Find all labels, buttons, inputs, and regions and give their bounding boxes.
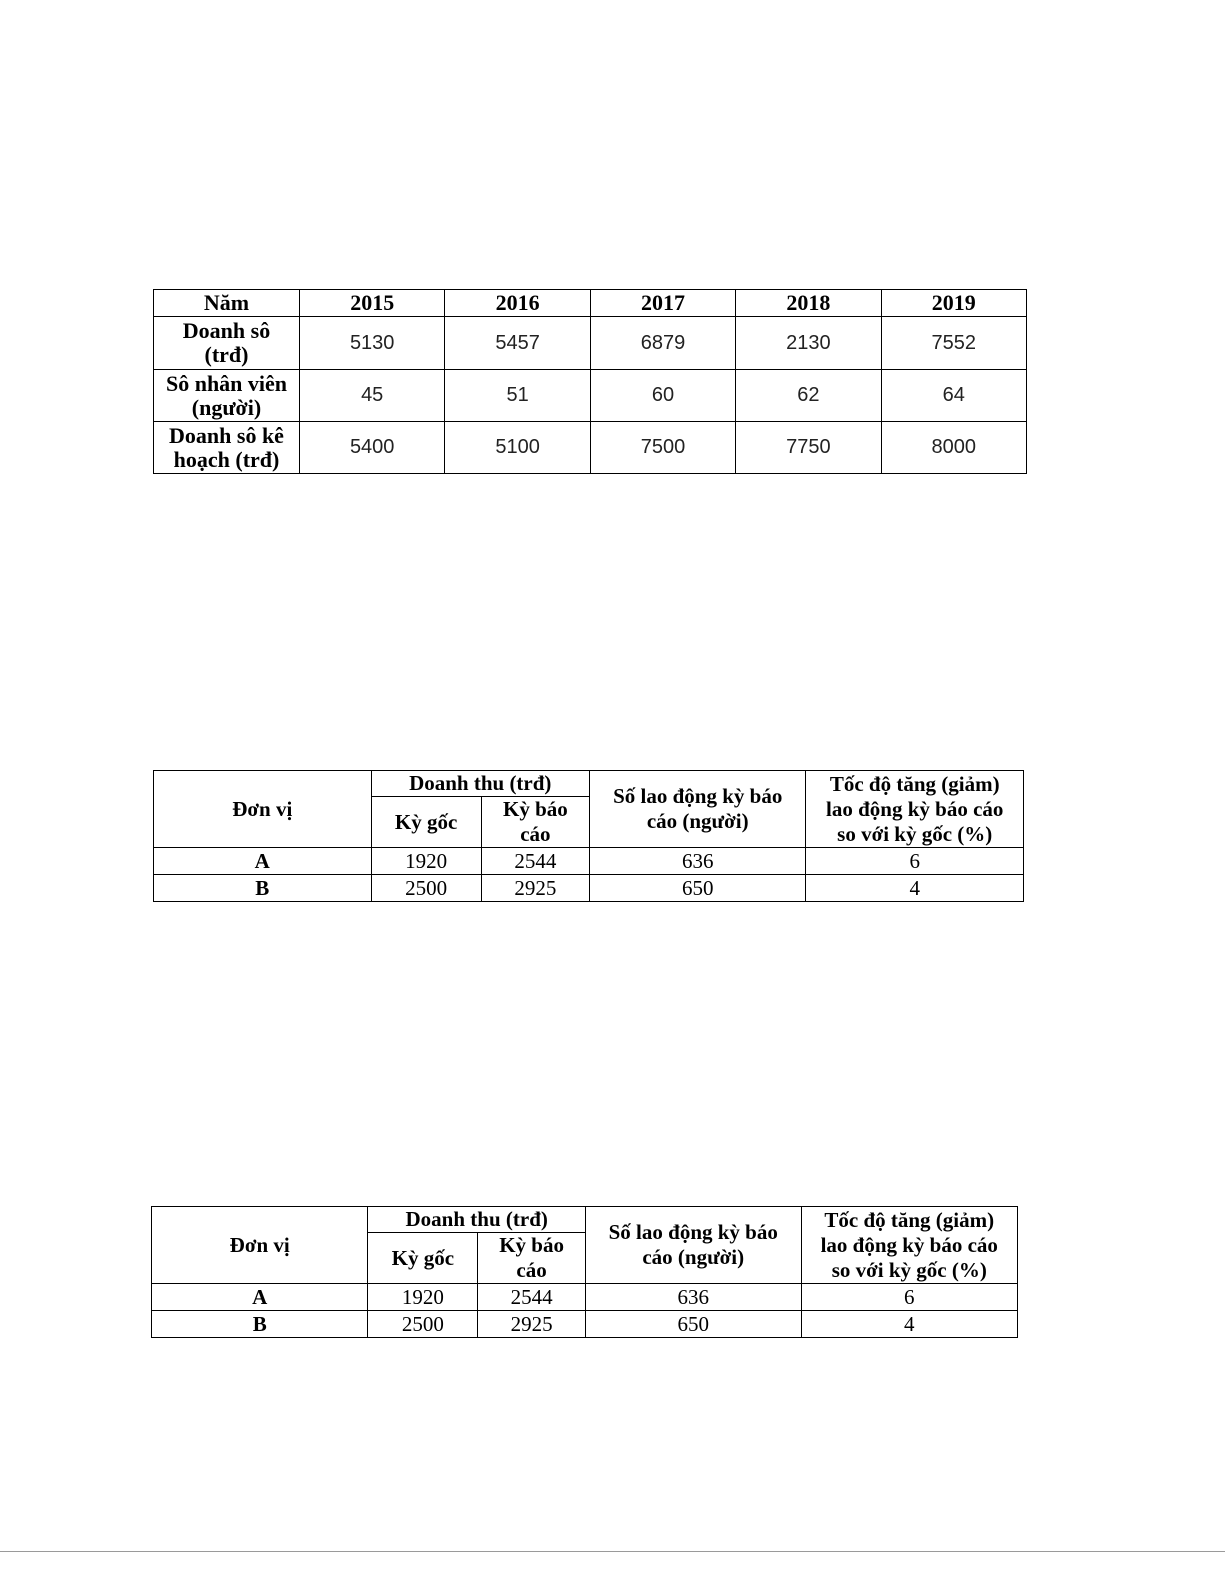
table-cell: 6 [806, 848, 1024, 875]
table-header-row [154, 290, 1027, 317]
table-cell: 4 [801, 1311, 1018, 1338]
table-cell: 2500 [371, 875, 481, 902]
table-header-row [152, 1207, 1018, 1233]
header-report-period: Kỳ báo cáo [481, 797, 589, 848]
table-row [154, 422, 1027, 474]
table-cell: 45 [300, 370, 445, 422]
table-cell: 64 [881, 370, 1026, 422]
unit-cell: B [154, 875, 372, 902]
table-cell: 51 [445, 370, 590, 422]
header-revenue: Doanh thu (trđ) [368, 1207, 586, 1233]
table-cell: 1920 [368, 1284, 478, 1311]
unit-revenue-table-repeat [151, 1206, 1018, 1338]
table-cell: 2544 [478, 1284, 586, 1311]
unit-cell: A [152, 1284, 368, 1311]
table-cell: 650 [585, 1311, 801, 1338]
table-row [154, 875, 1024, 902]
table-header-row [154, 771, 1024, 797]
table-cell: 2544 [481, 848, 589, 875]
header-2015: 2015 [300, 290, 445, 317]
unit-cell: A [154, 848, 372, 875]
table-row [154, 317, 1027, 370]
table-cell: 2925 [478, 1311, 586, 1338]
header-year: Năm [154, 290, 300, 317]
header-revenue: Doanh thu (trđ) [371, 771, 589, 797]
table-cell: 4 [806, 875, 1024, 902]
table-cell: 7552 [881, 317, 1026, 370]
table-cell: 5457 [445, 317, 590, 370]
table-cell: 6879 [590, 317, 735, 370]
header-2017: 2017 [590, 290, 735, 317]
table-row [154, 370, 1027, 422]
table-cell: 2130 [736, 317, 881, 370]
header-base-period: Kỳ gốc [371, 797, 481, 848]
table-cell: 2925 [481, 875, 589, 902]
table-cell: 5130 [300, 317, 445, 370]
table-cell: 650 [589, 875, 805, 902]
header-2016: 2016 [445, 290, 590, 317]
table-cell: 7500 [590, 422, 735, 474]
header-labor: Số lao động kỳ báo cáo (người) [585, 1207, 801, 1284]
row-label-sales: Doanh sô (trđ) [154, 317, 300, 370]
table-cell: 1920 [371, 848, 481, 875]
row-label-planned-sales: Doanh sô kê hoạch (trđ) [154, 422, 300, 474]
table-cell: 5400 [300, 422, 445, 474]
table-cell: 60 [590, 370, 735, 422]
header-labor: Số lao động kỳ báo cáo (người) [589, 771, 805, 848]
header-report-period: Kỳ báo cáo [478, 1233, 586, 1284]
table-cell: 8000 [881, 422, 1026, 474]
table-cell: 7750 [736, 422, 881, 474]
table-cell: 6 [801, 1284, 1018, 1311]
unit-revenue-table [153, 770, 1024, 902]
table-cell: 636 [585, 1284, 801, 1311]
header-base-period: Kỳ gốc [368, 1233, 478, 1284]
table-row [152, 1284, 1018, 1311]
sales-by-year-table [153, 289, 1027, 474]
header-growth-rate: Tốc độ tăng (giảm) lao động kỳ báo cáo so với kỳ gốc (%) [806, 771, 1024, 848]
table-cell: 2500 [368, 1311, 478, 1338]
header-2018: 2018 [736, 290, 881, 317]
table-cell: 62 [736, 370, 881, 422]
table-row [154, 848, 1024, 875]
page-footer-divider [0, 1551, 1225, 1552]
header-unit: Đơn vị [154, 771, 372, 848]
row-label-employees: Sô nhân viên (người) [154, 370, 300, 422]
unit-cell: B [152, 1311, 368, 1338]
table-row [152, 1311, 1018, 1338]
header-2019: 2019 [881, 290, 1026, 317]
header-unit: Đơn vị [152, 1207, 368, 1284]
table-cell: 636 [589, 848, 805, 875]
table-cell: 5100 [445, 422, 590, 474]
header-growth-rate: Tốc độ tăng (giảm) lao động kỳ báo cáo so với kỳ gốc (%) [801, 1207, 1018, 1284]
